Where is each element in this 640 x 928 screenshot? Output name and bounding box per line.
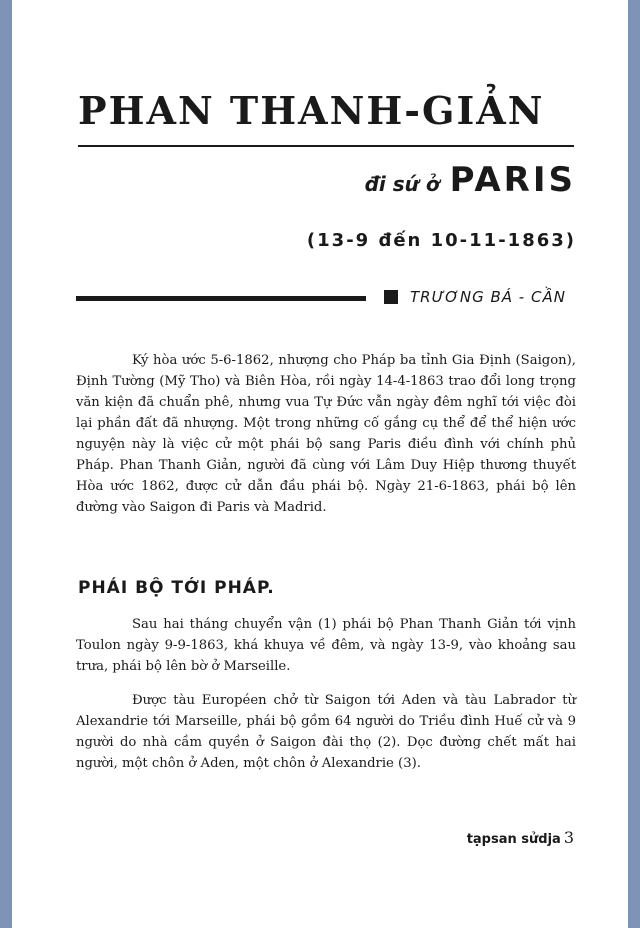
author-name: TRƯƠNG BÁ - CẦN — [410, 288, 566, 306]
article-subtitle — [365, 160, 576, 200]
section-heading: PHÁI BỘ TỚI PHÁP. — [78, 578, 275, 598]
magazine-name: tạpsan sửdja — [466, 832, 561, 847]
paragraph-voyage: Được tàu Européen chở từ Saigon tới Aden và tàu Labrador từ Alexandrie tới Marseille, phái bộ gồm 64 người do Triều đình Huế cử và 9 người do nhà cầm quyền ở Saigon đài thọ (2). Dọc đường chết mất hai người, một chôn ở Aden, một chôn ở Alexandrie (3). — [76, 693, 576, 771]
subtitle-prefix: đi sứ ở — [364, 172, 440, 196]
square-bullet-icon — [384, 290, 398, 304]
page-number: 3 — [563, 828, 574, 847]
article-title: PHAN THANH-GIẢN — [78, 88, 545, 133]
paragraph-intro: Ký hòa ước 5-6-1862, nhượng cho Pháp ba tỉnh Gia Định (Saigon), Định Tường (Mỹ Tho) và Biên Hòa, rồi ngày 14-4-1863 trao đổi long trọng văn kiện đã chuẩn phê, nhưng vua Tự Đức vẫn ngày đêm nghĩ tới việc đòi lại phần đất đã nhượng. Một trong những cố gắng cụ thể để thể hiện ước nguyện này là việc cử một phái bộ sang Paris điều đình với chính phủ Pháp. Phan Thanh Giản, người đã cùng với Lâm Duy Hiệp thương thuyết Hòa ước 1862, được cử dẫn đầu phái bộ. Ngày 21-6-1863, phái bộ lên đường vào Saigon đi Paris và Madrid. — [76, 353, 576, 515]
article-dates: (13-9 đến 10-11-1863) — [306, 230, 576, 251]
document-page — [12, 0, 628, 928]
title-divider — [78, 145, 574, 147]
subtitle-city: PARIS — [449, 160, 576, 200]
paragraph-arrival: Sau hai tháng chuyển vận (1) phái bộ Phan Thanh Giản tới vịnh Toulon ngày 9-9-1863, khá khuya về đêm, và ngày 13-9, vào khoảng sau trưa, phái bộ lên bờ ở Marseille. — [76, 617, 576, 674]
page-footer — [467, 828, 574, 847]
author-rule — [76, 296, 366, 301]
